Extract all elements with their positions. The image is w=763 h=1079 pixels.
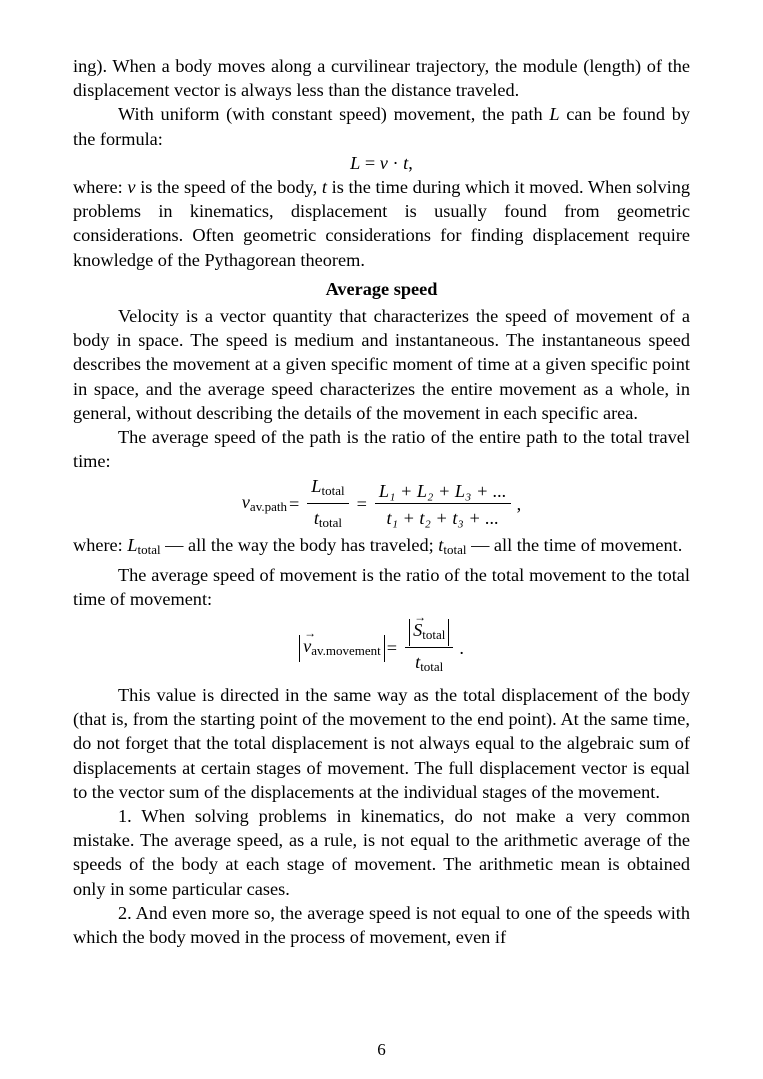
symbol-L: L [311,475,322,496]
symbol-t: t [313,507,319,528]
document-page [73,54,690,949]
equals-sign: = [356,494,367,515]
subscript: total [420,658,444,674]
text: where: [73,535,128,556]
symbol-L: L [127,535,138,556]
symbol-L: L [350,152,361,173]
symbol-t: t [415,651,421,672]
denominator [310,504,346,534]
denominator [411,648,447,678]
punctuation: , [408,152,413,173]
text: — all the time of movement. [466,535,683,556]
vector-S: → S [413,619,422,641]
equals-sign: = [360,152,380,173]
paragraph-uniform-movement [73,102,690,150]
absolute-value [409,619,449,646]
text: where: [73,177,128,198]
punctuation: , [516,494,522,515]
symbol-t: t [438,535,444,556]
section-heading: Average speed [325,278,438,299]
formula-average-movement-speed [73,613,690,683]
numerator [307,475,348,504]
text: can be found by the formula: [73,104,690,149]
symbol-L: L [549,104,560,125]
subscript: total [137,542,161,558]
equals-sign: = [386,637,398,658]
symbol-v: v [379,152,388,173]
text: is the speed of the body, [135,177,322,198]
subscript: total [321,482,345,498]
paragraph-where-L-t [73,533,690,562]
subscript: total [422,626,446,642]
formula-average-path-speed [73,475,690,533]
text: — all the way the body has traveled; [160,535,439,556]
dot-operator: · [387,152,404,173]
paragraph-velocity-definition: Velocity is a vector quantity that characterizes the speed of movement of a body in space. The speed is medium and instantaneous. The instantaneous speed describes the movement at a given specific moment of time at a given specific point in space, and the average speed characterizes the entire movement as a whole, in general, without describing the details of the movement in each specific area. [73,306,690,423]
fraction-movement [405,619,453,678]
fraction-total [307,475,348,534]
subscript: total [443,542,467,558]
fraction-sum [375,480,511,529]
paragraph-average-movement-speed: The average speed of movement is the ratio of the total movement to the total time of movement: [73,564,690,609]
text: is the time during which it moved. When solving problems in kinematics, displacement is usually found from geometric considerations. Often geometric considerations for finding displacement require knowledge of the Pythagorean theorem. [73,177,691,270]
page-number: 6 [377,1040,386,1059]
paragraph-common-mistake: 1. When solving problems in kinematics, do not make a very common mistake. The average speed, as a rule, is not equal to the arithmetic average of the speeds of the body at each stage of movement. The arithmetic mean is obtained only in some particular cases. [73,806,690,899]
text: With uniform (with constant speed) movement, the path [118,104,550,125]
equals-sign: = [288,494,300,515]
symbol-t: t [321,177,327,198]
symbol-v: v [241,491,250,512]
numerator [405,619,453,648]
vector-v: → v [303,635,311,657]
punctuation: . [459,637,464,658]
symbol-v: v [127,177,136,198]
subscript: av.path [249,498,287,514]
numerator: L₁ + L₂ + L₃ + ... [375,480,511,504]
denominator: t₁ + t₂ + t₃ + ... [386,507,499,528]
paragraph-average-path-speed: The average speed of the path is the ratio of the entire path to the total travel time: [73,427,690,472]
formula-path [73,151,690,175]
paragraph-displacement-note: ing). When a body moves along a curvilinear trajectory, the module (length) of the displacement vector is always less than the distance traveled. [73,56,690,101]
paragraph-where-v-t [73,175,690,272]
subscript: total [318,514,343,530]
absolute-value [299,635,385,662]
paragraph-not-equal: 2. And even more so, the average speed is not equal to one of the speeds with which the body moved in the process of movement, even if [73,902,690,948]
paragraph-direction: This value is directed in the same way as the total displacement of the body (that is, from the starting point of the movement to the end point). At the same time, do not forget that the total displacement is not always equal to the algebraic sum of displacements at certain stages of movement. The full displacement vector is equal to the vector sum of the displacements at the individual stages of the movement. [73,685,690,802]
subscript: av.movement [311,642,381,658]
symbol-t: t [403,152,409,173]
lhs [242,490,287,519]
